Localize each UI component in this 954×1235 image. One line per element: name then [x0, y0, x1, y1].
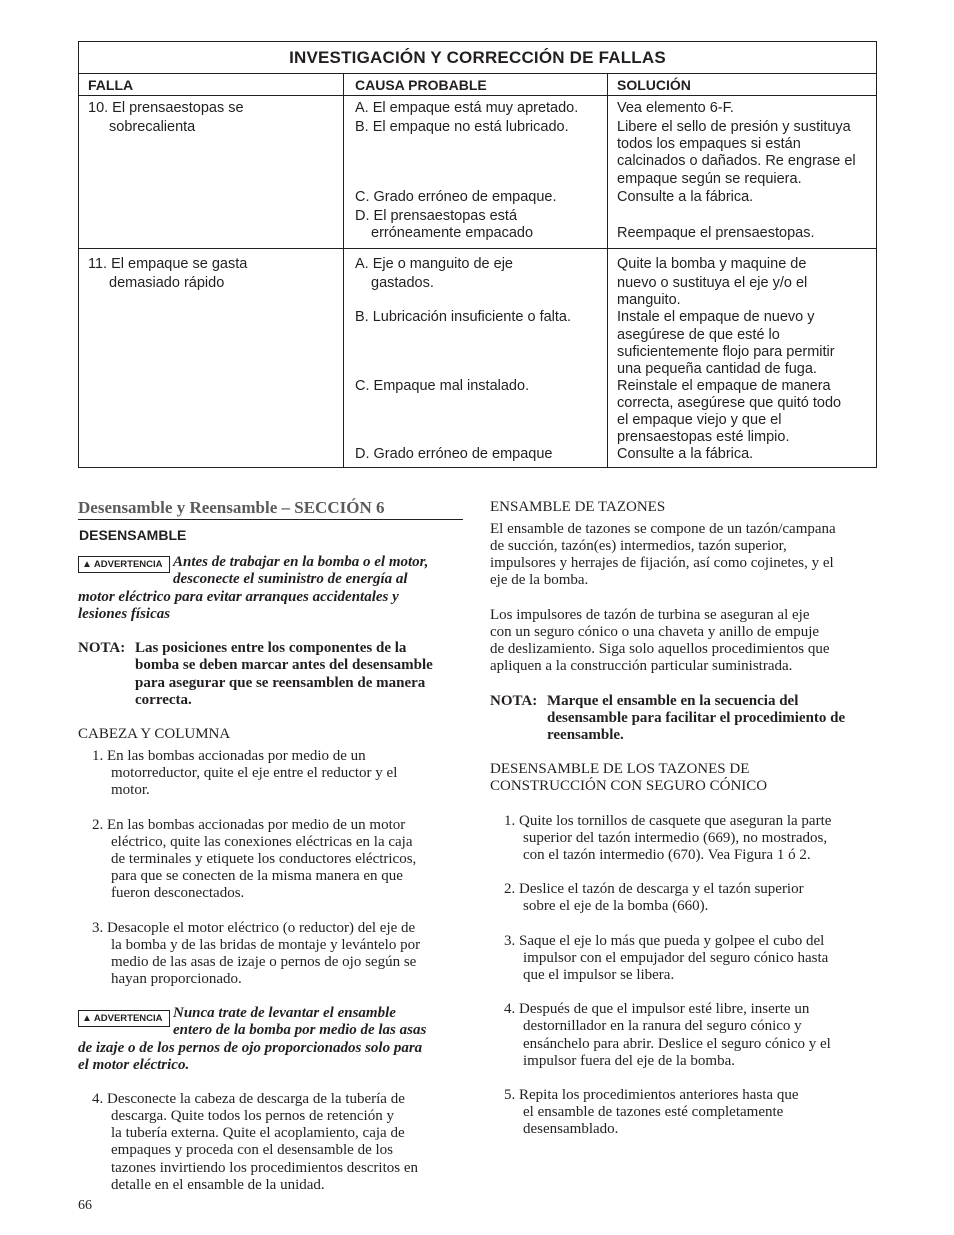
step-line: motor.: [111, 782, 150, 798]
step-line: sobre el eje de la bomba (660).: [523, 898, 709, 914]
page-number: 66: [78, 1198, 92, 1213]
step-line: impulsor fuera del eje de la bomba.: [523, 1053, 736, 1069]
step-line: destornillador en la ranura del seguro cónico y: [523, 1018, 802, 1034]
step-line: ensánchelo para abrir. Deslice el seguro cónico y el: [523, 1036, 831, 1052]
solucion-line: Quite la bomba y maquine de: [617, 256, 807, 272]
solucion-line: Libere el sello de presión y sustituya: [617, 119, 851, 135]
step-line: 4. Después de que el impulsor esté libre, inserte un: [504, 1001, 810, 1017]
warning-text: Antes de trabajar en la bomba o el motor,: [173, 554, 429, 570]
table-rule: [79, 73, 876, 74]
step-line: 5. Repita los procedimientos anteriores hasta que: [504, 1087, 799, 1103]
nota-text: desensamble para facilitar el procedimiento de: [547, 710, 846, 726]
step-line: de terminales y etiquete los conductores eléctricos,: [111, 851, 417, 867]
causa-line: A. Eje o manguito de eje: [355, 256, 513, 272]
step-line: descarga. Quite todos los pernos de retención y: [111, 1108, 394, 1124]
solucion-line: calcinados o dañados. Re engrase el: [617, 153, 856, 169]
solucion-line: Reempaque el prensaestopas.: [617, 225, 815, 241]
causa-line: D. Grado erróneo de empaque: [355, 446, 553, 462]
paragraph-line: de succión, tazón(es) intermedios, tazón superior,: [490, 538, 787, 554]
solucion-line: asegúrese de que esté lo: [617, 327, 780, 343]
warning-text: entero de la bomba por medio de las asas: [173, 1022, 427, 1038]
falla-line: sobrecalienta: [109, 119, 196, 135]
warning-text: el motor eléctrico.: [78, 1057, 190, 1073]
solucion-line: prensaestopas esté limpio.: [617, 429, 790, 445]
causa-line: D. El prensaestopas está: [355, 208, 518, 224]
nota-text: Marque el ensamble en la secuencia del: [547, 693, 799, 709]
step-line: 3. Desacople el motor eléctrico (o reductor) del eje de: [92, 920, 416, 936]
table-column-divider: [607, 73, 608, 467]
solucion-line: correcta, asegúrese que quitó todo: [617, 395, 842, 411]
ensamble-heading: ENSAMBLE DE TAZONES: [490, 499, 666, 515]
solucion-line: el empaque viejo y que el: [617, 412, 782, 428]
nota-label: NOTA:: [490, 693, 538, 709]
solucion-line: empaque según se requiera.: [617, 171, 802, 187]
warning-triangle-icon: ▲: [82, 1013, 92, 1024]
paragraph-line: Los impulsores de tazón de turbina se aseguran al eje: [490, 607, 810, 623]
step-line: medio de las asas de izaje o pernos de ojo según se: [111, 954, 417, 970]
solucion-line: Reinstale el empaque de manera: [617, 378, 831, 394]
solucion-line: Consulte a la fábrica.: [617, 189, 754, 205]
warning-text: Nunca trate de levantar el ensamble: [173, 1005, 396, 1021]
causa-line: erróneamente empacado: [371, 225, 534, 241]
table-column-divider: [343, 73, 344, 467]
step-line: la tubería externa. Quite el acoplamiento, caja de: [111, 1125, 405, 1141]
step-line: la bomba y de las bridas de montaje y levántelo por: [111, 937, 421, 953]
step-line: para que se conecten de la misma manera en que: [111, 868, 403, 884]
desensamble-tazones-heading: CONSTRUCCIÓN CON SEGURO CÓNICO: [490, 778, 768, 794]
solucion-line: Consulte a la fábrica.: [617, 446, 754, 462]
causa-line: B. Lubricación insuficiente o falta.: [355, 309, 572, 325]
step-line: 1. Quite los tornillos de casquete que aseguran la parte: [504, 813, 832, 829]
step-line: el ensamble de tazones esté completamente: [523, 1104, 784, 1120]
step-line: tazones invirtiendo los procedimientos descritos en: [111, 1160, 419, 1176]
step-line: 2. Deslice el tazón de descarga y el tazón superior: [504, 881, 804, 897]
nota-text: reensamble.: [547, 727, 624, 743]
causa-line: C. Grado erróneo de empaque.: [355, 189, 557, 205]
causa-line: A. El empaque está muy apretado.: [355, 100, 579, 116]
causa-line: B. El empaque no está lubricado.: [355, 119, 569, 135]
step-line: fueron desconectados.: [111, 885, 245, 901]
column-header-solucion: SOLUCIÓN: [617, 77, 691, 93]
solucion-line: suficientemente flojo para permitir: [617, 344, 835, 360]
step-line: motorreductor, quite el eje entre el reductor y el: [111, 765, 398, 781]
falla-line: 10. El prensaestopas se: [88, 100, 244, 116]
causa-line: gastados.: [371, 275, 434, 291]
paragraph-line: con un seguro cónico o una chaveta y anillo de empuje: [490, 624, 820, 640]
nota-text: para asegurar que se reensamblen de manera: [135, 675, 426, 691]
column-header-causa: CAUSA PROBABLE: [355, 77, 487, 93]
desensamble-tazones-heading: DESENSAMBLE DE LOS TAZONES DE: [490, 761, 750, 777]
step-line: eléctrico, quite las conexiones eléctricas en la caja: [111, 834, 413, 850]
section-rule: [78, 519, 463, 520]
nota-text: bomba se deben marcar antes del desensamble: [135, 657, 433, 673]
solucion-line: nuevo o sustituya el eje y/o el: [617, 275, 808, 291]
step-line: hayan proporcionado.: [111, 971, 242, 987]
paragraph-line: impulsores y herrajes de fijación, así como cojinetes, y el: [490, 555, 834, 571]
causa-line: C. Empaque mal instalado.: [355, 378, 530, 394]
step-line: 1. En las bombas accionadas por medio de un: [92, 748, 366, 764]
solucion-line: todos los empaques si están: [617, 136, 801, 152]
step-line: 3. Saque el eje lo más que pueda y golpee el cubo del: [504, 933, 825, 949]
nota-label: NOTA:: [78, 640, 126, 656]
nota-text: Las posiciones entre los componentes de la: [135, 640, 407, 656]
paragraph-line: apliquen a la construcción particular suministrada.: [490, 658, 793, 674]
solucion-line: Vea elemento 6-F.: [617, 100, 734, 116]
nota-text: correcta.: [135, 692, 192, 708]
subheading-desensamble: DESENSAMBLE: [79, 527, 187, 543]
step-line: que el impulsor se libera.: [523, 967, 675, 983]
troubleshooting-table: [78, 41, 877, 468]
column-header-falla: FALLA: [88, 77, 134, 93]
step-line: empaques y proceda con el desensamble de los: [111, 1142, 393, 1158]
falla-line: 11. El empaque se gasta: [88, 256, 248, 272]
table-title: INVESTIGACIÓN Y CORRECCIÓN DE FALLAS: [289, 48, 666, 67]
warning-badge: ▲ ADVERTENCIA: [78, 1010, 170, 1027]
step-line: 2. En las bombas accionadas por medio de un motor: [92, 817, 406, 833]
warning-text: lesiones físicas: [78, 606, 171, 622]
step-line: desensamblado.: [523, 1121, 619, 1137]
warning-triangle-icon: ▲: [82, 559, 92, 570]
step-line: superior del tazón intermedio (669), no mostrados,: [523, 830, 828, 846]
paragraph-line: eje de la bomba.: [490, 572, 589, 588]
section-title: Desensamble y Reensamble – SECCIÓN 6: [78, 498, 385, 517]
falla-line: demasiado rápido: [109, 275, 225, 291]
step-line: detalle en el ensamble de la unidad.: [111, 1177, 325, 1193]
table-rule: [79, 95, 876, 96]
step-line: con el tazón intermedio (670). Vea Figura 1 ó 2.: [523, 847, 811, 863]
table-rule: [79, 248, 876, 249]
paragraph-line: El ensamble de tazones se compone de un tazón/campana: [490, 521, 836, 537]
solucion-line: manguito.: [617, 292, 681, 308]
warning-badge: ▲ ADVERTENCIA: [78, 556, 170, 573]
solucion-line: una pequeña cantidad de fuga.: [617, 361, 817, 377]
warning-text: motor eléctrico para evitar arranques accidentales y: [78, 589, 399, 605]
paragraph-line: de deslizamiento. Siga solo aquellos procedimientos que: [490, 641, 830, 657]
step-line: 4. Desconecte la cabeza de descarga de la tubería de: [92, 1091, 405, 1107]
cabeza-heading: CABEZA Y COLUMNA: [78, 726, 231, 742]
warning-text: de izaje o de los pernos de ojo proporcionados solo para: [78, 1040, 423, 1056]
warning-text: desconecte el suministro de energía al: [173, 571, 408, 587]
step-line: impulsor con el empujador del seguro cónico hasta: [523, 950, 829, 966]
solucion-line: Instale el empaque de nuevo y: [617, 309, 815, 325]
